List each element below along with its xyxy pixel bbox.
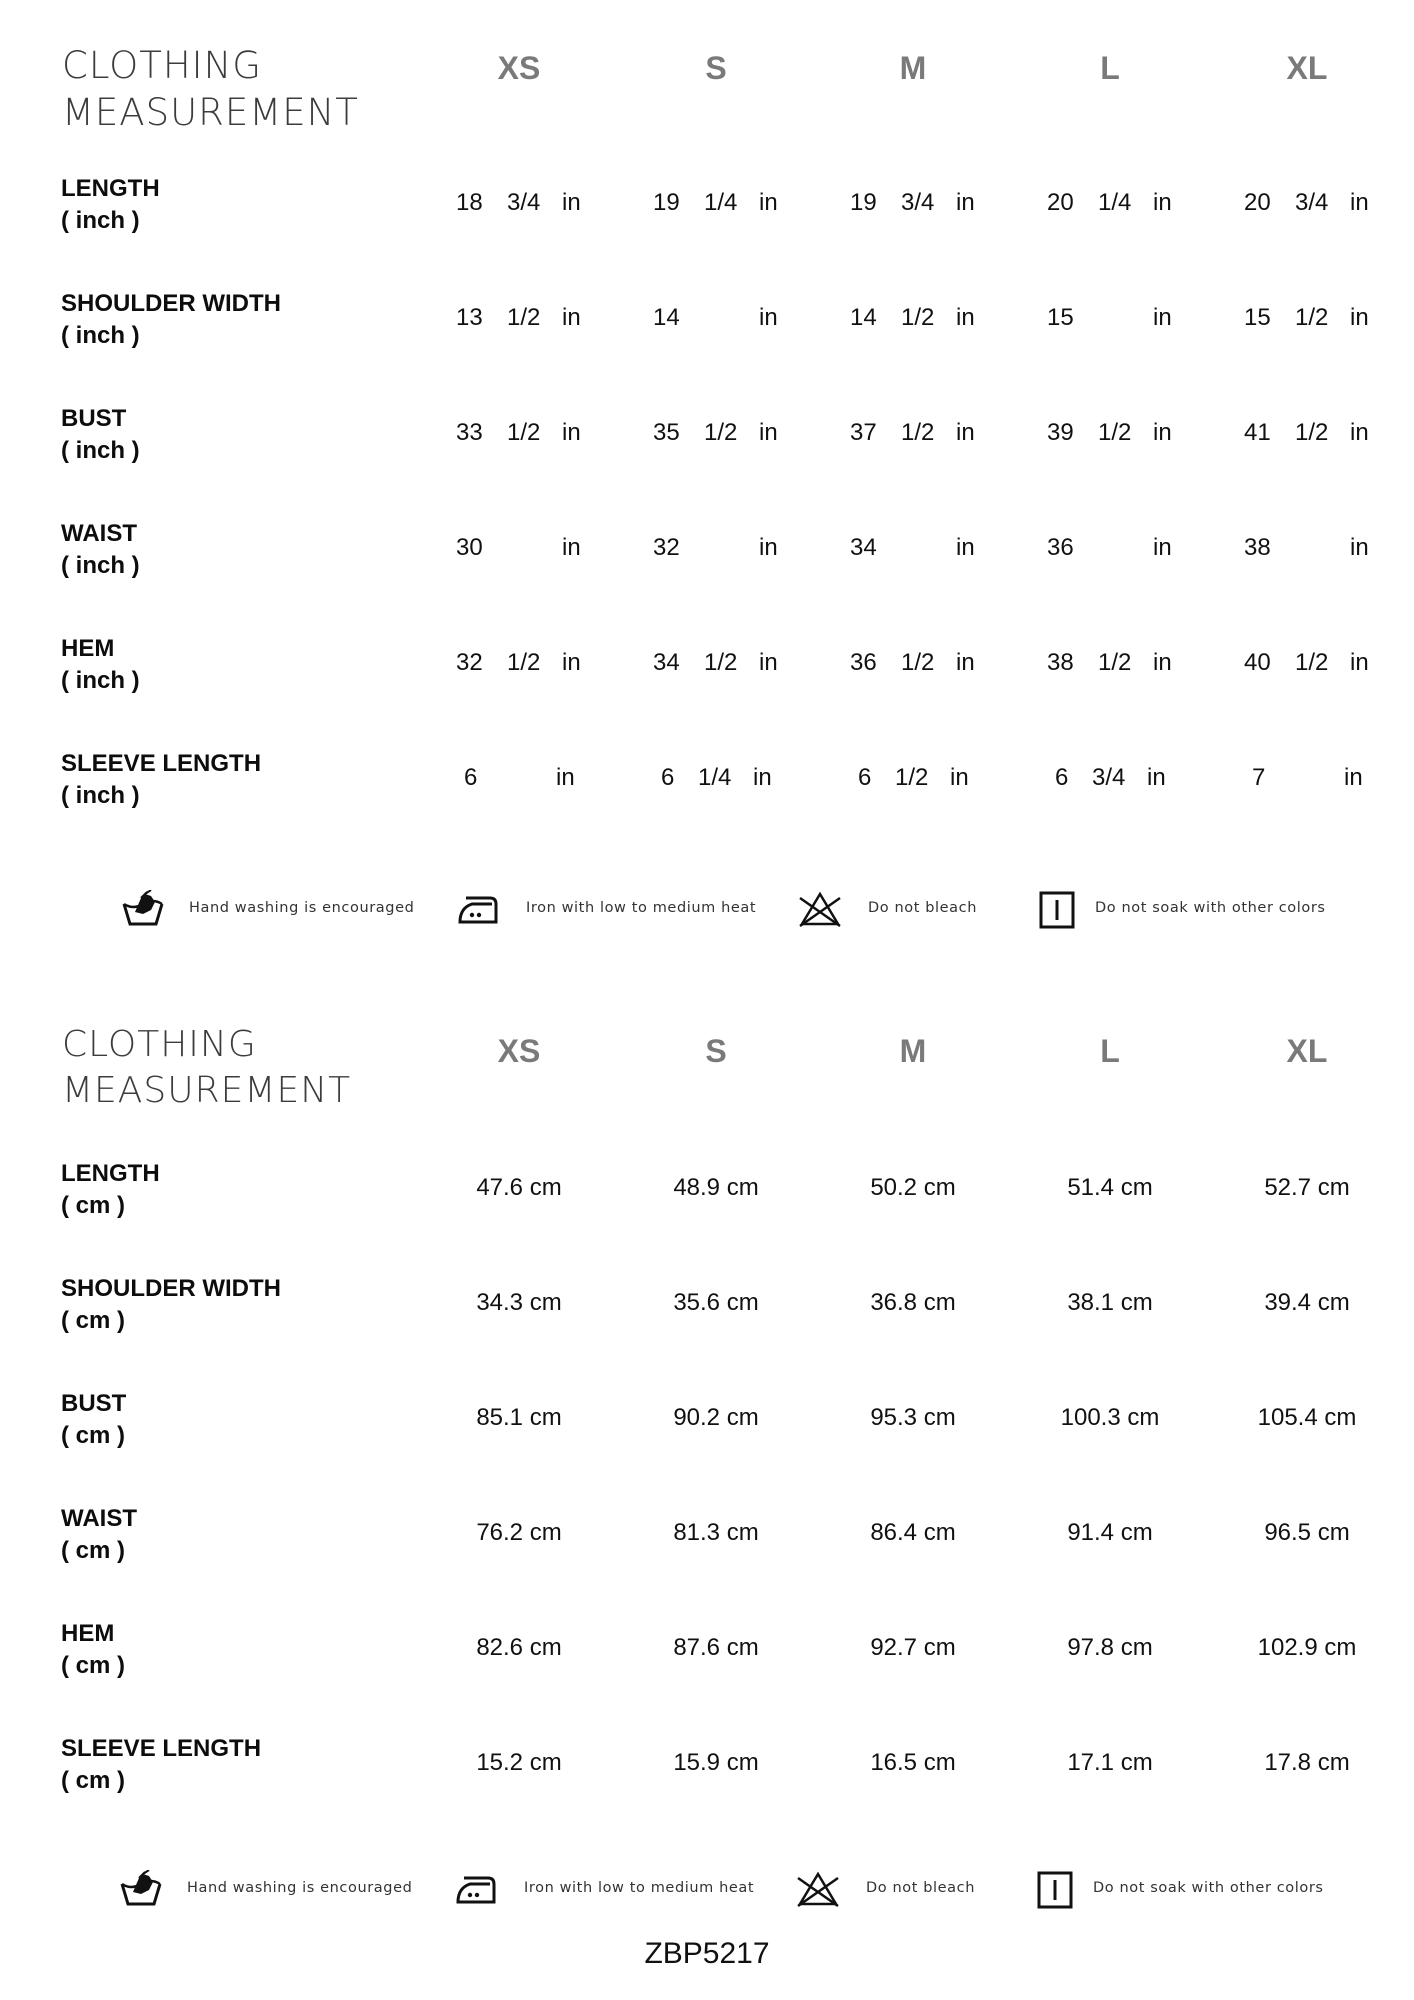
whole-value: 39 <box>1047 419 1074 446</box>
cm-row-label <box>61 1503 137 1567</box>
inch-title <box>62 42 359 136</box>
fraction-value: 3/4 <box>507 189 541 216</box>
whole-value: 34 <box>850 534 877 561</box>
fraction-value: 3/4 <box>1092 764 1126 791</box>
inch-measure-name: WAIST <box>61 520 137 547</box>
inch-title-line1: CLOTHING <box>62 44 262 87</box>
whole-value: 41 <box>1244 419 1271 446</box>
unit-label: in <box>562 534 581 561</box>
inch-measure-unit: ( inch ) <box>61 782 140 809</box>
inch-measure-name: SLEEVE LENGTH <box>61 750 262 777</box>
fraction-value: 1/2 <box>1098 649 1132 676</box>
fraction-value: 1/2 <box>1295 419 1329 446</box>
cm-cell-l: 97.8 cm <box>1067 1634 1153 1661</box>
cm-cell-m: 36.8 cm <box>870 1289 956 1316</box>
fraction-value: 1/2 <box>704 649 738 676</box>
cm-cell-xs: 34.3 cm <box>476 1289 562 1316</box>
whole-value: 34 <box>653 649 680 676</box>
cm-measure-unit: ( cm ) <box>61 1307 126 1334</box>
unit-label: in <box>1350 649 1369 676</box>
unit-label: in <box>1350 189 1369 216</box>
cm-cell-s: 15.9 cm <box>673 1749 759 1776</box>
fraction-value: 1/4 <box>1098 189 1132 216</box>
cm-row-label <box>61 1618 125 1682</box>
iron-icon <box>456 890 500 930</box>
whole-value: 37 <box>850 419 877 446</box>
whole-value: 40 <box>1244 649 1271 676</box>
unit-label: in <box>1147 764 1166 791</box>
unit-label: in <box>956 304 975 331</box>
care-text: Do not soak with other colors <box>1093 1880 1324 1896</box>
cm-measure-name: LENGTH <box>61 1160 160 1187</box>
care-text: Do not soak with other colors <box>1095 900 1326 916</box>
whole-value: 15 <box>1047 304 1074 331</box>
fraction-value: 1/2 <box>507 419 541 446</box>
fraction-value: 1/2 <box>895 764 929 791</box>
cm-cell-xl: 105.4 cm <box>1257 1404 1357 1431</box>
inch-measure-name: LENGTH <box>61 175 160 202</box>
whole-value: 38 <box>1047 649 1074 676</box>
whole-value: 36 <box>850 649 877 676</box>
cm-measure-name: WAIST <box>61 1505 137 1532</box>
unit-label: in <box>1153 534 1172 561</box>
care-text: Do not bleach <box>868 900 978 916</box>
fraction-value: 1/2 <box>1295 304 1329 331</box>
unit-label: in <box>562 189 581 216</box>
hand-wash-icon <box>121 890 165 930</box>
whole-value: 6 <box>661 764 675 791</box>
inch-measure-name: SHOULDER WIDTH <box>61 290 281 317</box>
no-bleach-icon <box>796 1870 840 1910</box>
care-text: Iron with low to medium heat <box>524 1880 755 1896</box>
cm-size-header-xl: XL <box>1286 1033 1328 1069</box>
cm-cell-m: 16.5 cm <box>870 1749 956 1776</box>
fraction-value: 1/4 <box>704 189 738 216</box>
fraction-value: 3/4 <box>901 189 935 216</box>
cm-cell-xs: 76.2 cm <box>476 1519 562 1546</box>
cm-cell-xs: 85.1 cm <box>476 1404 562 1431</box>
unit-label: in <box>1350 304 1369 331</box>
fraction-value: 1/2 <box>704 419 738 446</box>
fraction-value: 1/4 <box>698 764 732 791</box>
fraction-value: 3/4 <box>1295 189 1329 216</box>
cm-measure-unit: ( cm ) <box>61 1537 126 1564</box>
cm-title <box>62 1022 351 1114</box>
care-text: Do not bleach <box>866 1880 976 1896</box>
whole-value: 19 <box>850 189 877 216</box>
unit-label: in <box>950 764 969 791</box>
fraction-value: 1/2 <box>1295 649 1329 676</box>
inch-size-header-l: L <box>1100 50 1120 86</box>
cm-cell-xl: 52.7 cm <box>1264 1174 1350 1201</box>
cm-row-label <box>61 1733 261 1797</box>
unit-label: in <box>956 534 975 561</box>
cm-cell-xs: 15.2 cm <box>476 1749 562 1776</box>
cm-cell-s: 90.2 cm <box>673 1404 759 1431</box>
cm-cell-l: 100.3 cm <box>1060 1404 1160 1431</box>
cm-cell-xl: 17.8 cm <box>1264 1749 1350 1776</box>
cm-size-header-m: M <box>899 1033 927 1069</box>
whole-value: 15 <box>1244 304 1271 331</box>
unit-label: in <box>562 649 581 676</box>
whole-value: 6 <box>464 764 478 791</box>
inch-row-label <box>61 633 140 697</box>
fraction-value: 1/2 <box>901 419 935 446</box>
cm-cell-xl: 39.4 cm <box>1264 1289 1350 1316</box>
fraction-value: 1/2 <box>507 649 541 676</box>
cm-cell-l: 38.1 cm <box>1067 1289 1153 1316</box>
unit-label: in <box>1153 189 1172 216</box>
cm-measure-unit: ( cm ) <box>61 1767 126 1794</box>
cm-cell-xl: 96.5 cm <box>1264 1519 1350 1546</box>
whole-value: 14 <box>850 304 877 331</box>
no-bleach-icon <box>798 890 842 930</box>
cm-measure-name: SLEEVE LENGTH <box>61 1735 262 1762</box>
hand-wash-icon <box>119 1870 163 1910</box>
unit-label: in <box>956 189 975 216</box>
whole-value: 6 <box>1055 764 1069 791</box>
unit-label: in <box>956 649 975 676</box>
inch-size-header-xl: XL <box>1286 50 1328 86</box>
inch-measure-unit: ( inch ) <box>61 667 140 694</box>
unit-label: in <box>759 304 778 331</box>
fraction-value: 1/2 <box>901 649 935 676</box>
inch-size-header-xs: XS <box>497 50 541 86</box>
cm-cell-m: 50.2 cm <box>870 1174 956 1201</box>
whole-value: 35 <box>653 419 680 446</box>
care-text: Hand washing is encouraged <box>187 1880 413 1896</box>
inch-row-label <box>61 288 281 352</box>
cm-cell-s: 48.9 cm <box>673 1174 759 1201</box>
inch-title-line2: MEASUREMENT <box>62 91 359 134</box>
no-soak-icon <box>1033 1870 1077 1910</box>
product-code: ZBP5217 <box>644 1937 770 1970</box>
whole-value: 7 <box>1252 764 1266 791</box>
care-text: Hand washing is encouraged <box>189 900 415 916</box>
unit-label: in <box>759 534 778 561</box>
whole-value: 33 <box>456 419 483 446</box>
unit-label: in <box>1153 419 1172 446</box>
inch-row-label <box>61 518 140 582</box>
care-text: Iron with low to medium heat <box>526 900 757 916</box>
cm-cell-m: 86.4 cm <box>870 1519 956 1546</box>
whole-value: 38 <box>1244 534 1271 561</box>
cm-cell-xs: 47.6 cm <box>476 1174 562 1201</box>
cm-cell-s: 35.6 cm <box>673 1289 759 1316</box>
cm-measure-name: SHOULDER WIDTH <box>61 1275 281 1302</box>
cm-measure-name: BUST <box>61 1390 127 1417</box>
cm-size-header-s: S <box>705 1033 727 1069</box>
cm-title-line2: MEASUREMENT <box>62 1070 352 1111</box>
cm-measure-name: HEM <box>61 1620 115 1647</box>
unit-label: in <box>562 304 581 331</box>
cm-measure-unit: ( cm ) <box>61 1192 126 1219</box>
cm-cell-xs: 82.6 cm <box>476 1634 562 1661</box>
inch-measure-unit: ( inch ) <box>61 437 140 464</box>
unit-label: in <box>1350 534 1369 561</box>
unit-label: in <box>753 764 772 791</box>
cm-cell-s: 87.6 cm <box>673 1634 759 1661</box>
inch-measure-unit: ( inch ) <box>61 552 140 579</box>
cm-cell-xl: 102.9 cm <box>1257 1634 1357 1661</box>
iron-icon <box>454 1870 498 1910</box>
fraction-value: 1/2 <box>1098 419 1132 446</box>
cm-size-header-l: L <box>1100 1033 1120 1069</box>
unit-label: in <box>1153 304 1172 331</box>
whole-value: 19 <box>653 189 680 216</box>
unit-label: in <box>556 764 575 791</box>
fraction-value: 1/2 <box>901 304 935 331</box>
cm-row-label <box>61 1388 126 1452</box>
unit-label: in <box>759 649 778 676</box>
inch-measure-unit: ( inch ) <box>61 207 140 234</box>
unit-label: in <box>1153 649 1172 676</box>
whole-value: 20 <box>1244 189 1271 216</box>
cm-cell-l: 17.1 cm <box>1067 1749 1153 1776</box>
cm-cell-m: 92.7 cm <box>870 1634 956 1661</box>
unit-label: in <box>1350 419 1369 446</box>
cm-cell-m: 95.3 cm <box>870 1404 956 1431</box>
cm-cell-l: 51.4 cm <box>1067 1174 1153 1201</box>
inch-size-header-m: M <box>899 50 927 86</box>
whole-value: 30 <box>456 534 483 561</box>
cm-size-header-xs: XS <box>497 1033 541 1069</box>
care-instructions-top <box>0 880 1414 940</box>
unit-label: in <box>1344 764 1363 791</box>
whole-value: 32 <box>653 534 680 561</box>
whole-value: 36 <box>1047 534 1074 561</box>
cm-cell-s: 81.3 cm <box>673 1519 759 1546</box>
unit-label: in <box>759 189 778 216</box>
unit-label: in <box>759 419 778 446</box>
care-instructions-bottom <box>0 1860 1414 1920</box>
cm-measure-unit: ( cm ) <box>61 1422 126 1449</box>
inch-row-label <box>61 403 140 467</box>
inch-measure-unit: ( inch ) <box>61 322 140 349</box>
whole-value: 32 <box>456 649 483 676</box>
cm-row-label <box>61 1158 160 1222</box>
inch-measure-name: BUST <box>61 405 127 432</box>
whole-value: 18 <box>456 189 483 216</box>
cm-row-label <box>61 1273 281 1337</box>
unit-label: in <box>956 419 975 446</box>
cm-title-line1: CLOTHING <box>62 1024 257 1065</box>
inch-row-label <box>61 173 160 237</box>
whole-value: 13 <box>456 304 483 331</box>
inch-size-header-s: S <box>705 50 727 86</box>
whole-value: 6 <box>858 764 872 791</box>
no-soak-icon <box>1035 890 1079 930</box>
whole-value: 20 <box>1047 189 1074 216</box>
whole-value: 14 <box>653 304 680 331</box>
inch-row-label <box>61 748 261 812</box>
cm-measure-unit: ( cm ) <box>61 1652 126 1679</box>
fraction-value: 1/2 <box>507 304 541 331</box>
unit-label: in <box>562 419 581 446</box>
cm-cell-l: 91.4 cm <box>1067 1519 1153 1546</box>
inch-measure-name: HEM <box>61 635 115 662</box>
